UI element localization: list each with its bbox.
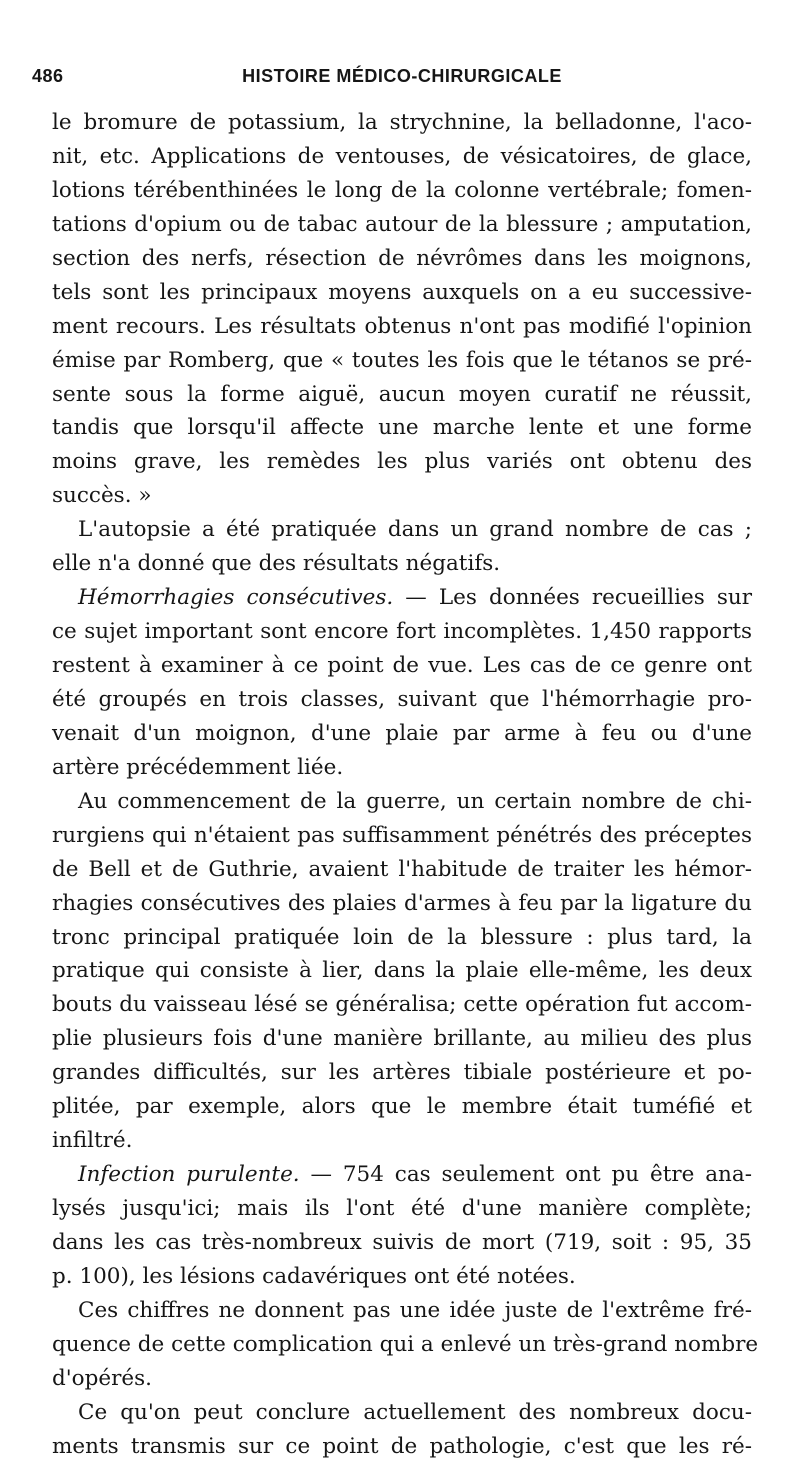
line-text: p. 100), les lésions cadavériques ont été notées. <box>52 1263 576 1289</box>
line-text: artère précédemment liée. <box>52 754 344 780</box>
text-line <box>52 887 752 921</box>
line-text: Au commencement de la guerre, un certain nombre de chi- <box>78 788 752 814</box>
text-line <box>52 1430 752 1464</box>
line-text: grandes difficultés, sur les artères tibiale postérieure et po- <box>52 1060 752 1086</box>
text-line <box>52 242 752 276</box>
text-line <box>52 717 752 751</box>
text-line <box>52 615 752 649</box>
text-line <box>52 513 752 547</box>
line-text: ments transmis sur ce point de pathologie, c'est que les ré- <box>52 1433 752 1459</box>
line-text: bouts du vaisseau lésé se généralisa; cette opération fut accom- <box>52 992 752 1018</box>
text-line <box>52 1124 752 1158</box>
running-title: HISTOIRE MÉDICO-CHIRURGICALE <box>242 66 562 86</box>
line-text: de Bell et de Guthrie, avaient l'habitude de traiter les hémor- <box>52 856 752 882</box>
text-line <box>52 174 752 208</box>
text-line <box>52 1328 759 1362</box>
text-line <box>52 208 752 242</box>
text-line <box>52 921 752 955</box>
line-text: rhagies consécutives des plaies d'armes à feu par la ligature du <box>52 890 752 916</box>
text-line <box>52 1158 752 1192</box>
line-text: plitée, par exemple, alors que le membre était tuméfié et <box>52 1094 752 1120</box>
text-line <box>52 1022 752 1056</box>
line-text: ce sujet important sont encore fort incomplètes. 1,450 rapports <box>52 619 752 645</box>
text-line <box>52 1090 752 1124</box>
text-line <box>52 683 752 717</box>
text-line <box>52 479 752 513</box>
line-text: nit, etc. Applications de ventouses, de vésicatoires, de glace, <box>52 143 752 169</box>
text-line <box>52 547 752 581</box>
section-heading: Infection purulente. <box>78 1162 300 1188</box>
text-line <box>52 1294 752 1328</box>
section-heading: Hémorrhagies consécutives. <box>78 585 394 611</box>
text-line <box>52 649 752 683</box>
line-text: lotions térébenthinées le long de la colonne vertébrale; fomen- <box>52 177 752 203</box>
text-line <box>52 988 752 1022</box>
text-line <box>52 276 752 310</box>
line-text: succès. » <box>52 483 152 509</box>
line-text: lysés jusqu'ici; mais ils l'ont été d'une manière complète; <box>52 1196 752 1221</box>
line-text: dans les cas très-nombreux suivis de mort (719, soit : 95, 35 <box>52 1229 752 1255</box>
page-header <box>32 66 752 96</box>
text-line <box>52 785 752 819</box>
line-text: pratique qui consiste à lier, dans la plaie elle-même, les deux <box>52 958 752 984</box>
text-line <box>52 751 752 785</box>
body-text <box>52 106 759 1464</box>
line-text: le bromure de potassium, la strychnine, la belladonne, l'aco- <box>52 110 752 135</box>
line-text: venait d'un moignon, d'une plaie par arme à feu ou d'une <box>52 720 752 746</box>
text-line <box>52 310 752 344</box>
text-line <box>52 819 752 853</box>
text-line <box>52 1396 752 1430</box>
line-text: L'autopsie a été pratiquée dans un grand nombre de cas ; <box>78 517 752 543</box>
line-text: sente sous la forme aiguë, aucun moyen curatif ne réussit, <box>52 381 752 407</box>
text-line <box>52 1226 752 1260</box>
text-line <box>52 853 752 887</box>
text-line <box>52 106 752 140</box>
line-text: Ces chiffres ne donnent pas une idée juste de l'extrême fré- <box>78 1297 752 1323</box>
text-line <box>52 1056 752 1090</box>
text-line <box>52 411 752 445</box>
text-line <box>52 445 752 479</box>
line-text: tations d'opium ou de tabac autour de la blessure ; amputation, <box>52 211 752 237</box>
text-line <box>52 1362 752 1396</box>
line-text: infiltré. <box>52 1128 133 1154</box>
line-text: moins grave, les remèdes les plus variés ont obtenu des <box>52 449 752 475</box>
line-text: elle n'a donné que des résultats négatifs. <box>52 551 501 577</box>
text-line <box>52 140 752 174</box>
line-text: tronc principal pratiquée loin de la blessure : plus tard, la <box>52 924 752 950</box>
text-line <box>52 954 752 988</box>
text-line <box>52 344 752 378</box>
line-text: émise par Romberg, que « toutes les fois que le tétanos se pré- <box>52 347 752 373</box>
text-line <box>52 581 752 615</box>
line-text: tandis que lorsqu'il affecte une marche lente et une forme <box>52 415 752 441</box>
text-line <box>52 1192 752 1226</box>
line-text: d'opérés. <box>52 1365 152 1391</box>
line-text: rurgiens qui n'étaient pas suffisamment pénétrés des préceptes <box>52 822 752 848</box>
line-text: — Les données recueillies sur <box>393 585 752 611</box>
line-text: tels sont les principaux moyens auxquels on a eu successive- <box>52 279 752 305</box>
line-text: — 754 cas seulement ont pu être ana- <box>299 1162 752 1188</box>
line-text: été groupés en trois classes, suivant que l'hémorrhagie pro- <box>52 686 752 712</box>
book-page <box>32 66 759 1464</box>
line-text: restent à examiner à ce point de vue. Les cas de ce genre ont <box>52 653 752 678</box>
line-text: quence de cette complication qui a enlevé un très-grand nombre <box>52 1331 759 1357</box>
line-text: plie plusieurs fois d'une manière brillante, au milieu des plus <box>52 1026 752 1052</box>
line-text: section des nerfs, résection de névrômes dans les moignons, <box>52 245 752 271</box>
page-number: 486 <box>32 66 64 86</box>
line-text: Ce qu'on peut conclure actuellement des nombreux docu- <box>78 1399 752 1425</box>
text-line <box>52 378 752 412</box>
line-text: ment recours. Les résultats obtenus n'ont pas modifié l'opinion <box>52 313 752 339</box>
text-line <box>52 1260 752 1294</box>
